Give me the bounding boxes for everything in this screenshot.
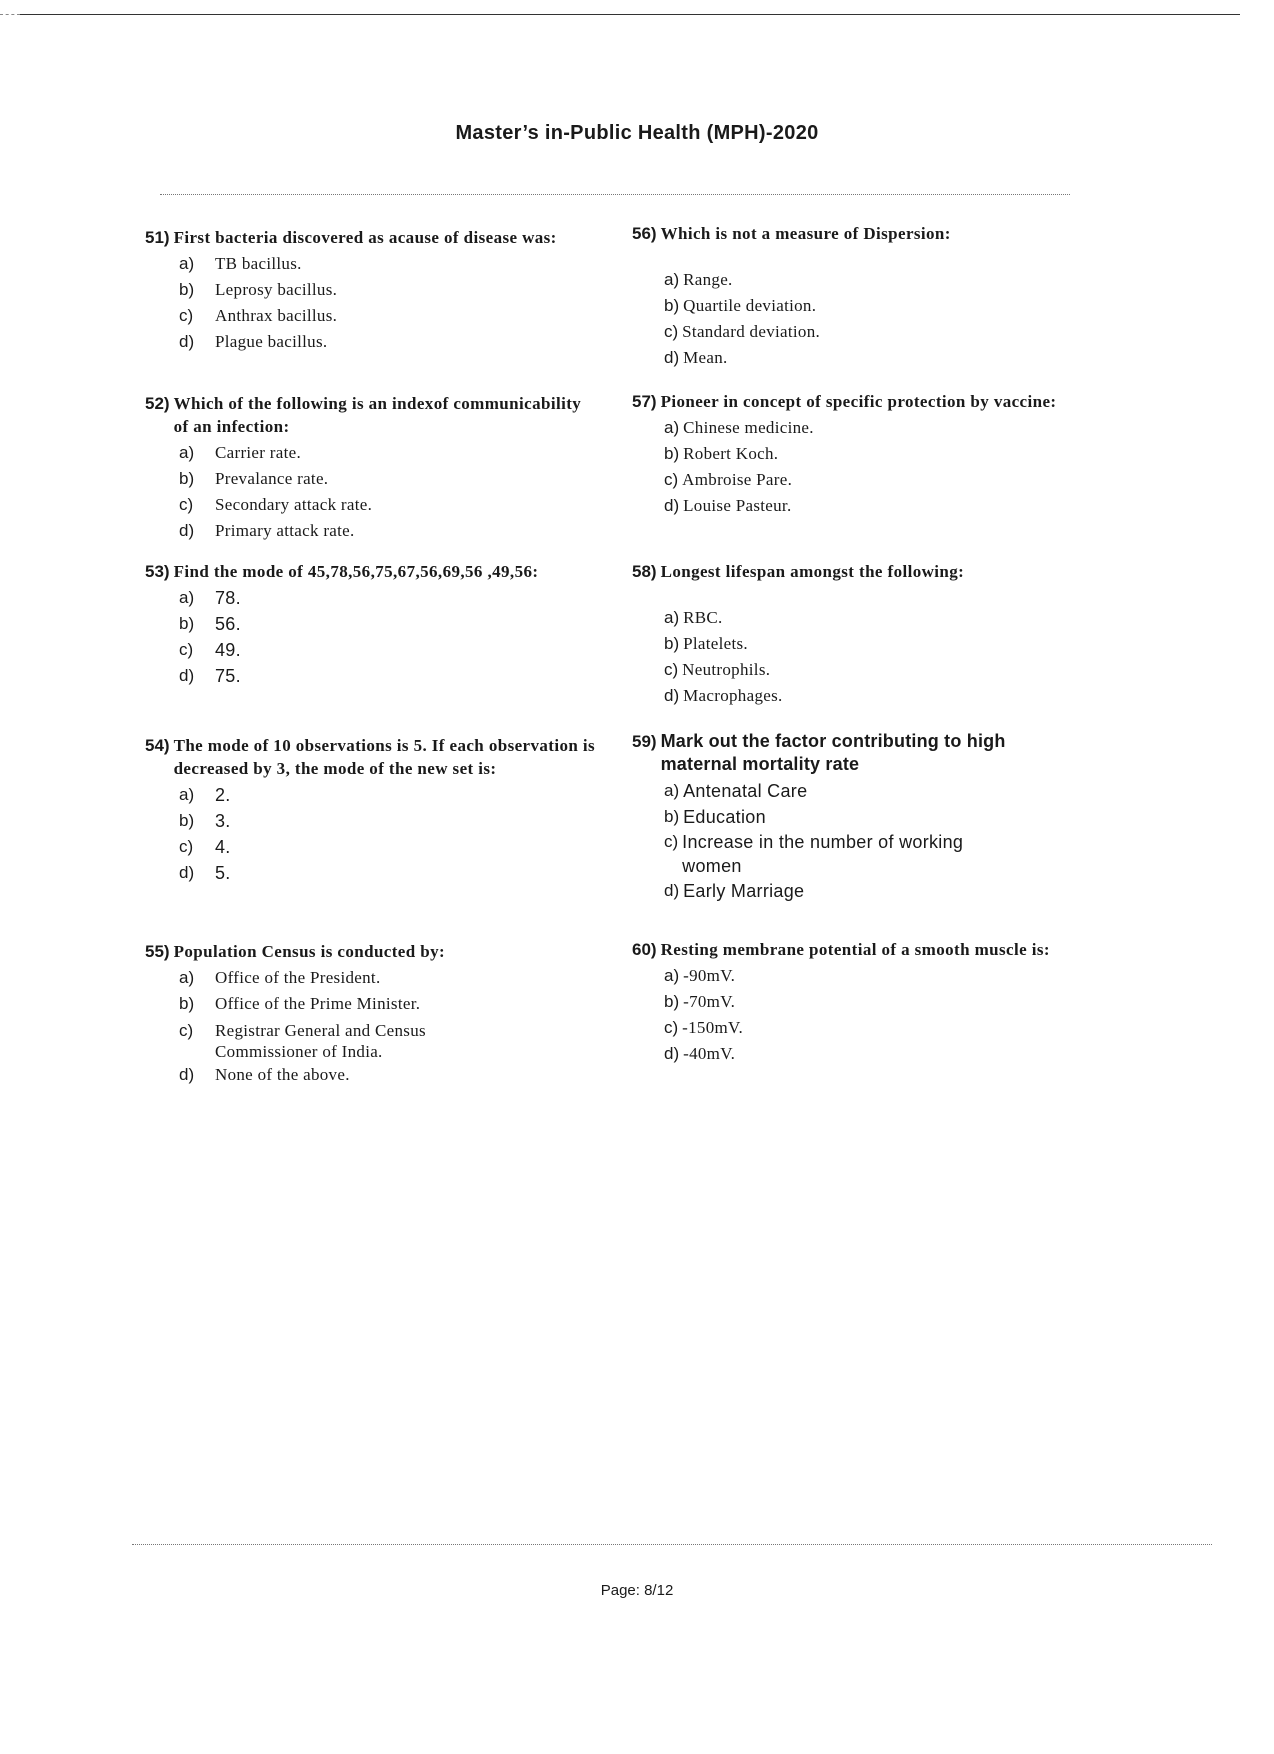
option-c: c) -150mV. — [664, 1018, 743, 1037]
question-number: 52) — [145, 394, 170, 413]
option-d: d) Plague bacillus. — [179, 332, 328, 351]
question-number: 54) — [145, 736, 170, 755]
option-c: c) Neutrophils. — [664, 660, 771, 679]
option-b: b) 56. — [179, 614, 241, 634]
question-number: 58) — [632, 562, 657, 581]
question-number: 55) — [145, 942, 170, 961]
option-b: b) Office of the Prime Minister. — [179, 994, 421, 1013]
question-53 — [145, 560, 595, 689]
footer-divider — [132, 1544, 1212, 1545]
question-52 — [145, 392, 595, 544]
question-59 — [632, 730, 1072, 904]
option-b: b) Education — [664, 807, 766, 827]
option-d: d) 5. — [179, 863, 231, 883]
option-c: c) 4. — [179, 837, 231, 857]
option-c: c) Ambroise Pare. — [664, 470, 793, 489]
option-b: b) Robert Koch. — [664, 444, 779, 463]
page-number: Page: 8/12 — [600, 1582, 674, 1599]
option-d: d) -40mV. — [664, 1044, 736, 1063]
option-a: a) 78. — [179, 588, 241, 608]
header-divider — [160, 194, 1070, 195]
top-rule — [20, 14, 1240, 15]
option-a: a) -90mV. — [664, 966, 736, 985]
question-number: 60) — [632, 940, 657, 959]
question-text: Resting membrane potential of a smooth muscle is: — [660, 940, 1050, 959]
question-text: Find the mode of 45,78,56,75,67,56,69,56 ,49,56: — [173, 562, 539, 581]
question-57 — [632, 390, 1072, 519]
option-b: b) -70mV. — [664, 992, 736, 1011]
option-a: a) RBC. — [664, 608, 723, 627]
option-c: c) Anthrax bacillus. — [179, 306, 338, 325]
question-number: 57) — [632, 392, 657, 411]
option-a: a) 2. — [179, 785, 231, 805]
option-c: c) Registrar General and Census Commissioner of India. — [179, 1021, 426, 1061]
option-d: d) Primary attack rate. — [179, 521, 355, 540]
option-c: c) 49. — [179, 640, 241, 660]
question-58 — [632, 560, 1072, 709]
question-56 — [632, 222, 1072, 371]
option-a: a) Carrier rate. — [179, 443, 302, 462]
option-b: b) Quartile deviation. — [664, 296, 817, 315]
option-d: d) Early Marriage — [664, 881, 805, 901]
question-text: The mode of 10 observations is 5. If each observation is decreased by 3, the mode of the new set is: — [173, 736, 596, 778]
top-rule-dashed — [0, 14, 20, 15]
option-a: a) Antenatal Care — [664, 781, 808, 801]
question-number: 51) — [145, 228, 170, 247]
option-a: a) Chinese medicine. — [664, 418, 814, 437]
question-55 — [145, 940, 595, 1088]
option-c: c) Standard deviation. — [664, 322, 821, 341]
question-text: First bacteria discovered as acause of disease was: — [173, 228, 557, 247]
option-b: b) Prevalance rate. — [179, 469, 329, 488]
question-54 — [145, 734, 595, 886]
option-d: d) None of the above. — [179, 1065, 350, 1084]
option-d: d) Louise Pasteur. — [664, 496, 792, 515]
option-d: d) Mean. — [664, 348, 728, 367]
option-b: b) Leprosy bacillus. — [179, 280, 338, 299]
option-d: d) Macrophages. — [664, 686, 783, 705]
question-text: Longest lifespan amongst the following: — [660, 562, 965, 581]
question-text: Mark out the factor contributing to high maternal mortality rate — [660, 731, 1006, 774]
option-c: c) Increase in the number of working women — [664, 832, 964, 876]
question-number: 59) — [632, 732, 657, 751]
question-60 — [632, 938, 1072, 1067]
question-51 — [145, 226, 595, 355]
question-text: Pioneer in concept of specific protection by vaccine: — [660, 392, 1057, 411]
option-d: d) 75. — [179, 666, 241, 686]
option-c: c) Secondary attack rate. — [179, 495, 373, 514]
question-number: 53) — [145, 562, 170, 581]
question-number: 56) — [632, 224, 657, 243]
option-a: a) Office of the President. — [179, 968, 381, 987]
option-b: b) 3. — [179, 811, 231, 831]
question-text: Which is not a measure of Dispersion: — [660, 224, 951, 243]
question-text: Population Census is conducted by: — [173, 942, 446, 961]
option-a: a) Range. — [664, 270, 733, 289]
option-b: b) Platelets. — [664, 634, 748, 653]
option-a: a) TB bacillus. — [179, 254, 302, 273]
question-text: Which of the following is an indexof communicability of an infection: — [173, 394, 582, 436]
page-title: Master’s in-Public Health (MPH)-2020 — [455, 122, 819, 144]
